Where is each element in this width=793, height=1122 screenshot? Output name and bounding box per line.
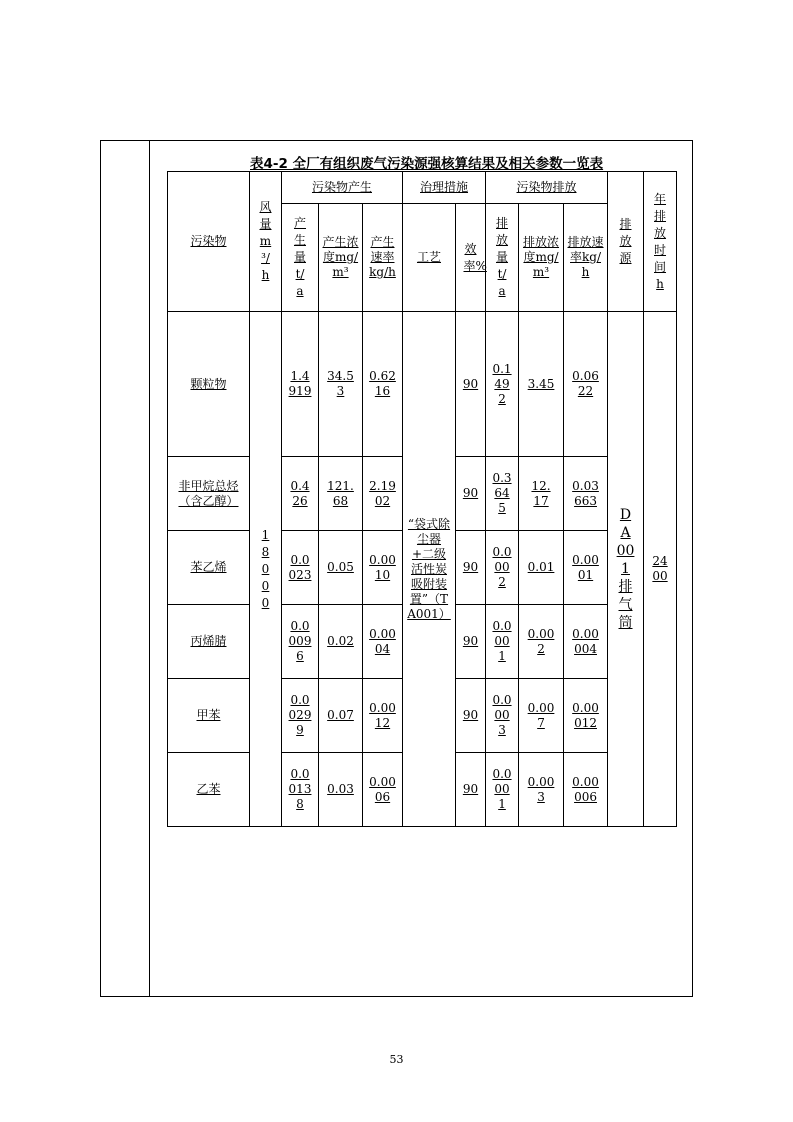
cell-emit-conc: 0.01 [519,531,564,605]
frame-column-divider [149,140,150,997]
cell-emit-amount: 0.0001 [486,753,519,827]
cell-gen-amount: 0.426 [282,457,319,531]
header-treatment: 治理措施 [403,172,486,204]
cell-emit-conc: 3.45 [519,312,564,457]
cell-pollutant: 丙烯腈 [168,605,250,679]
cell-emit-amount: 0.0003 [486,679,519,753]
emissions-table [167,171,677,827]
cell-gen-rate: 0.0010 [363,531,403,605]
cell-emit-conc: 0.002 [519,605,564,679]
cell-emit-rate: 0.00004 [564,605,608,679]
cell-gen-amount: 0.00096 [282,605,319,679]
cell-pollutant: 非甲烷总烃（含乙醇） [168,457,250,531]
cell-emit-rate: 0.0001 [564,531,608,605]
page-number: 53 [389,1053,404,1066]
cell-efficiency: 90 [456,457,486,531]
cell-hours: 2400 [644,312,677,827]
cell-pollutant: 苯乙烯 [168,531,250,605]
cell-emit-rate: 0.00006 [564,753,608,827]
header-pollutant: 污染物 [168,172,250,312]
header-process: 工艺 [403,204,456,312]
cell-gen-conc: 0.02 [319,605,363,679]
header-generation: 污染物产生 [282,172,403,204]
cell-emit-conc: 0.007 [519,679,564,753]
header-gen-amount: 产生量t/a [282,204,319,312]
header-source: 排放源 [608,172,644,312]
header-emit-rate: 排放速率kg/h [564,204,608,312]
cell-emit-conc: 0.003 [519,753,564,827]
cell-gen-rate: 0.0012 [363,679,403,753]
cell-gen-amount: 1.4919 [282,312,319,457]
header-air-volume: 风量m³/h [250,172,282,312]
cell-pollutant: 颗粒物 [168,312,250,457]
cell-air-volume: 18000 [250,312,282,827]
cell-emit-amount: 0.0001 [486,605,519,679]
cell-gen-rate: 0.6216 [363,312,403,457]
cell-gen-conc: 0.03 [319,753,363,827]
header-gen-rate: 产生速率kg/h [363,204,403,312]
table-row [168,312,677,457]
cell-efficiency: 90 [456,679,486,753]
header-emit-amount: 排放量t/a [486,204,519,312]
cell-emit-conc: 12.17 [519,457,564,531]
cell-gen-conc: 0.05 [319,531,363,605]
cell-emit-rate: 0.03663 [564,457,608,531]
cell-emit-rate: 0.0622 [564,312,608,457]
cell-gen-conc: 0.07 [319,679,363,753]
header-gen-conc: 产生浓度mg/m³ [319,204,363,312]
header-emit-conc: 排放浓度mg/m³ [519,204,564,312]
cell-pollutant: 乙苯 [168,753,250,827]
cell-efficiency: 90 [456,531,486,605]
header-hours: 年排放时间h [644,172,677,312]
header-row-1 [168,172,677,204]
cell-gen-rate: 2.1902 [363,457,403,531]
cell-gen-amount: 0.00138 [282,753,319,827]
table-title: 表4-2 全厂有组织废气污染源强核算结果及相关参数一览表 [250,156,604,172]
cell-efficiency: 90 [456,312,486,457]
cell-process: “袋式除尘器+二级活性炭吸附装置”（TA001） [403,312,456,827]
cell-emit-amount: 0.0002 [486,531,519,605]
cell-pollutant: 甲苯 [168,679,250,753]
cell-gen-conc: 121.68 [319,457,363,531]
header-efficiency: 效率% [456,204,486,312]
cell-gen-rate: 0.0006 [363,753,403,827]
cell-gen-conc: 34.53 [319,312,363,457]
cell-emit-amount: 0.3645 [486,457,519,531]
cell-gen-amount: 0.0023 [282,531,319,605]
cell-emit-rate: 0.00012 [564,679,608,753]
cell-efficiency: 90 [456,605,486,679]
cell-gen-rate: 0.0004 [363,605,403,679]
header-emission: 污染物排放 [486,172,608,204]
cell-source: DA001排气筒 [608,312,644,827]
cell-gen-amount: 0.00299 [282,679,319,753]
cell-emit-amount: 0.1492 [486,312,519,457]
cell-efficiency: 90 [456,753,486,827]
